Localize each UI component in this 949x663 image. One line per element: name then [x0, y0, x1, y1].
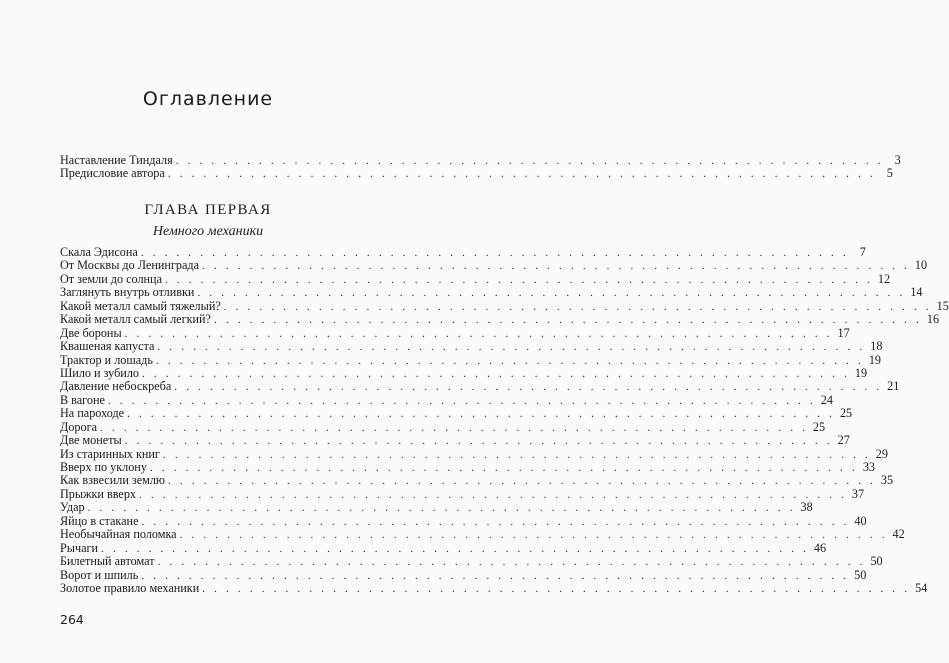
toc-entry: [60, 365, 868, 380]
toc-entry-title: Вверх по уклону: [60, 460, 147, 474]
toc-entry: [60, 312, 940, 327]
dot-leader: . . . . . . . . . . . . . . . . . . . . . . . . . . . . . . . . . . . . . . . . . . . . . . . . . . . . . . . . . . . .: [141, 515, 850, 528]
dot-leader: . . . . . . . . . . . . . . . . . . . . . . . . . . . . . . . . . . . . . . . . . . . . . . . . . . . . . . . . . . . .: [141, 569, 850, 582]
toc-entry: [60, 580, 928, 595]
toc-entry: [60, 433, 850, 448]
toc-entry-title: Яйцо в стакане: [60, 513, 139, 528]
toc-entry-page: 25: [839, 406, 853, 421]
toc-entry-page: 17: [837, 325, 850, 340]
dot-leader: . . . . . . . . . . . . . . . . . . . . . . . . . . . . . . . . . . . . . . . . . . . . . . . . . . . . . . . . . . . .: [149, 462, 858, 474]
toc-entry: [60, 166, 893, 181]
toc-entry-page: 25: [812, 419, 826, 434]
dot-leader: . . . . . . . . . . . . . . . . . . . . . . . . . . . . . . . . . . . . . . . . . . . . . . . . . . . . . . . . . . . .: [197, 287, 906, 300]
toc-entry: [60, 339, 883, 354]
dot-leader: . . . . . . . . . . . . . . . . . . . . . . . . . . . . . . . . . . . . . . . . . . . . . . . . . . . . . . . . . . . .: [179, 529, 888, 542]
toc-entry-page: 54: [915, 580, 928, 595]
dot-leader: . . . . . . . . . . . . . . . . . . . . . . . . . . . . . . . . . . . . . . . . . . . . . . . . . . . . . . . . . . . .: [223, 300, 932, 313]
dot-leader: . . . . . . . . . . . . . . . . . . . . . . . . . . . . . . . . . . . . . . . . . . . . . . . . . . . . . . . . . . . .: [167, 168, 876, 181]
toc-entry-title: От Москвы до Ленинграда: [60, 258, 200, 273]
toc-entry-page: 42: [892, 527, 905, 542]
toc-entry-page: 46: [813, 540, 827, 555]
toc-entry-title: Две монеты: [60, 433, 122, 448]
toc-entry: [60, 271, 891, 286]
toc-entry-title: Квашеная капуста: [60, 339, 155, 354]
toc-entry-page: 29: [875, 446, 888, 461]
toc-entry-title: Трактор и лошадь: [60, 352, 153, 367]
page-heading: Оглавление: [142, 88, 274, 110]
toc-entry-page: 10: [914, 258, 928, 273]
toc-entry-title: Давление небоскреба: [60, 379, 172, 394]
toc-entry-title: Прыжки вверх: [60, 486, 137, 501]
dot-leader: . . . . . . . . . . . . . . . . . . . . . . . . . . . . . . . . . . . . . . . . . . . . . . . . . . . . . . . . . . . .: [127, 408, 836, 421]
toc-entry-page: 15: [936, 298, 949, 313]
toc-entry-title: Шило и зубило: [60, 365, 139, 380]
toc-entry-page: 50: [870, 554, 883, 569]
toc-entry-page: 50: [854, 567, 867, 582]
toc-entry-page: 38: [800, 500, 813, 515]
toc-entry-title: Наставление Тиндаля: [60, 153, 173, 167]
toc-entry: [60, 285, 923, 300]
dot-leader: . . . . . . . . . . . . . . . . . . . . . . . . . . . . . . . . . . . . . . . . . . . . . . . . . . . . . . . . . . . .: [157, 341, 866, 354]
dot-leader: . . . . . . . . . . . . . . . . . . . . . . . . . . . . . . . . . . . . . . . . . . . . . . . . . . . . . . . . . . . .: [124, 435, 833, 448]
dot-leader: . . . . . . . . . . . . . . . . . . . . . . . . . . . . . . . . . . . . . . . . . . . . . . . . . . . . . . . . . . . .: [101, 542, 810, 555]
dot-leader: . . . . . . . . . . . . . . . . . . . . . . . . . . . . . . . . . . . . . . . . . . . . . . . . . . . . . . . . . . . .: [139, 488, 848, 501]
toc-entry-title: Билетный автомат: [60, 554, 155, 569]
chapter-title: ГЛАВА ПЕРВАЯ: [144, 202, 272, 218]
toc-entry-page: 19: [868, 352, 882, 367]
dot-leader: . . . . . . . . . . . . . . . . . . . . . . . . . . . . . . . . . . . . . . . . . . . . . . . . . . . . . . . . . . . .: [142, 367, 851, 380]
toc-entry-title: На пароходе: [60, 406, 125, 421]
dot-leader: . . . . . . . . . . . . . . . . . . . . . . . . . . . . . . . . . . . . . . . . . . . . . . . . . . . . . . . . . . . .: [164, 273, 874, 286]
toc-entry: [60, 554, 883, 569]
toc-entry-title: Как взвесили землю: [60, 473, 166, 488]
toc-entry-page: 16: [926, 312, 940, 327]
toc-entry-page: 14: [910, 285, 923, 300]
dot-leader: . . . . . . . . . . . . . . . . . . . . . . . . . . . . . . . . . . . . . . . . . . . . . . . . . . . . . . . . . . . .: [107, 394, 816, 407]
toc-entry-title: Какой металл самый легкий?: [60, 312, 211, 327]
toc-entry-title: Из старинных книг: [60, 446, 160, 461]
toc-entry: [60, 298, 949, 313]
toc-entry: [60, 406, 853, 421]
intro-toc-list: [60, 153, 901, 181]
toc-entry-title: Ворот и шпиль: [60, 567, 139, 582]
toc-entry: [60, 460, 875, 474]
dot-leader: . . . . . . . . . . . . . . . . . . . . . . . . . . . . . . . . . . . . . . . . . . . . . . . . . . . . . . . . . . . .: [174, 381, 883, 394]
dot-leader: . . . . . . . . . . . . . . . . . . . . . . . . . . . . . . . . . . . . . . . . . . . . . . . . . . . . . . . . . . . .: [124, 327, 833, 340]
toc-entry-page: 27: [837, 433, 850, 448]
toc-entry-title: Предисловие автора: [60, 166, 165, 181]
toc-entry-title: Золотое правило механики: [60, 580, 200, 595]
toc-entry-page: 3: [894, 153, 901, 167]
toc-entry: [60, 567, 867, 582]
toc-entry-title: Удар: [60, 500, 85, 515]
toc-entry: [60, 379, 900, 394]
dot-leader: . . . . . . . . . . . . . . . . . . . . . . . . . . . . . . . . . . . . . . . . . . . . . . . . . . . . . . . . . . . .: [157, 556, 866, 569]
toc-entry-page: 33: [862, 460, 875, 474]
toc-entry: [60, 446, 888, 461]
toc-entry-page: 19: [854, 365, 868, 380]
toc-entry: [60, 392, 833, 407]
toc-entry: [60, 486, 865, 501]
dot-leader: . . . . . . . . . . . . . . . . . . . . . . . . . . . . . . . . . . . . . . . . . . . . . . . . . . . . . . . . . . . .: [175, 155, 884, 167]
dot-leader: . . . . . . . . . . . . . . . . . . . . . . . . . . . . . . . . . . . . . . . . . . . . . . . . . . . . . . . . . . . .: [213, 314, 923, 327]
toc-entry-page: 37: [851, 486, 865, 501]
page-number: 264: [60, 612, 84, 627]
toc-entry-page: 35: [880, 473, 894, 488]
toc-entry: [60, 500, 813, 515]
toc-entry: [60, 258, 928, 273]
toc-entry: [60, 245, 866, 259]
toc-entry-title: Какой металл самый тяжелый?: [60, 298, 221, 313]
toc-entry: [60, 540, 827, 555]
toc-entry: [60, 325, 850, 340]
toc-entry: [60, 153, 901, 167]
toc-entry-page: 24: [820, 392, 833, 407]
toc-entry-title: Две бороны: [60, 325, 122, 340]
toc-entry: [60, 352, 882, 367]
dot-leader: . . . . . . . . . . . . . . . . . . . . . . . . . . . . . . . . . . . . . . . . . . . . . . . . . . . . . . . . . . . .: [87, 502, 796, 515]
toc-entry: [60, 419, 826, 434]
toc-entry-title: Заглянуть внутрь отливки: [60, 285, 195, 300]
chapter-subtitle: Немного механики: [152, 224, 264, 239]
toc-entry-title: Рычаги: [60, 540, 99, 555]
toc-entry: [60, 513, 867, 528]
toc-entry-page: 5: [886, 166, 893, 181]
toc-entry-title: В вагоне: [60, 392, 105, 407]
dot-leader: . . . . . . . . . . . . . . . . . . . . . . . . . . . . . . . . . . . . . . . . . . . . . . . . . . . . . . . . . . . .: [202, 260, 911, 273]
toc-entry-page: 21: [887, 379, 900, 394]
toc-entry-page: 7: [859, 245, 866, 259]
toc-entry-title: Необычайная поломка: [60, 527, 177, 542]
toc-entry: [60, 527, 905, 542]
dot-leader: . . . . . . . . . . . . . . . . . . . . . . . . . . . . . . . . . . . . . . . . . . . . . . . . . . . . . . . . . . . .: [140, 247, 849, 259]
chapter-toc-list: [60, 245, 949, 595]
toc-entry-title: Скала Эдисона: [60, 245, 138, 259]
toc-entry-title: От земли до солнца: [60, 271, 162, 286]
dot-leader: . . . . . . . . . . . . . . . . . . . . . . . . . . . . . . . . . . . . . . . . . . . . . . . . . . . . . . . . . . . .: [168, 475, 877, 488]
dot-leader: . . . . . . . . . . . . . . . . . . . . . . . . . . . . . . . . . . . . . . . . . . . . . . . . . . . . . . . . . . . .: [162, 448, 871, 461]
toc-entry-title: Дорога: [60, 419, 98, 434]
dot-leader: . . . . . . . . . . . . . . . . . . . . . . . . . . . . . . . . . . . . . . . . . . . . . . . . . . . . . . . . . . . .: [100, 421, 809, 434]
toc-entry: [60, 473, 894, 488]
dot-leader: . . . . . . . . . . . . . . . . . . . . . . . . . . . . . . . . . . . . . . . . . . . . . . . . . . . . . . . . . . . .: [155, 354, 865, 367]
toc-entry-page: 40: [854, 513, 867, 528]
dot-leader: . . . . . . . . . . . . . . . . . . . . . . . . . . . . . . . . . . . . . . . . . . . . . . . . . . . . . . . . . . . .: [202, 582, 911, 595]
toc-entry-page: 12: [877, 271, 891, 286]
toc-entry-page: 18: [870, 339, 883, 354]
